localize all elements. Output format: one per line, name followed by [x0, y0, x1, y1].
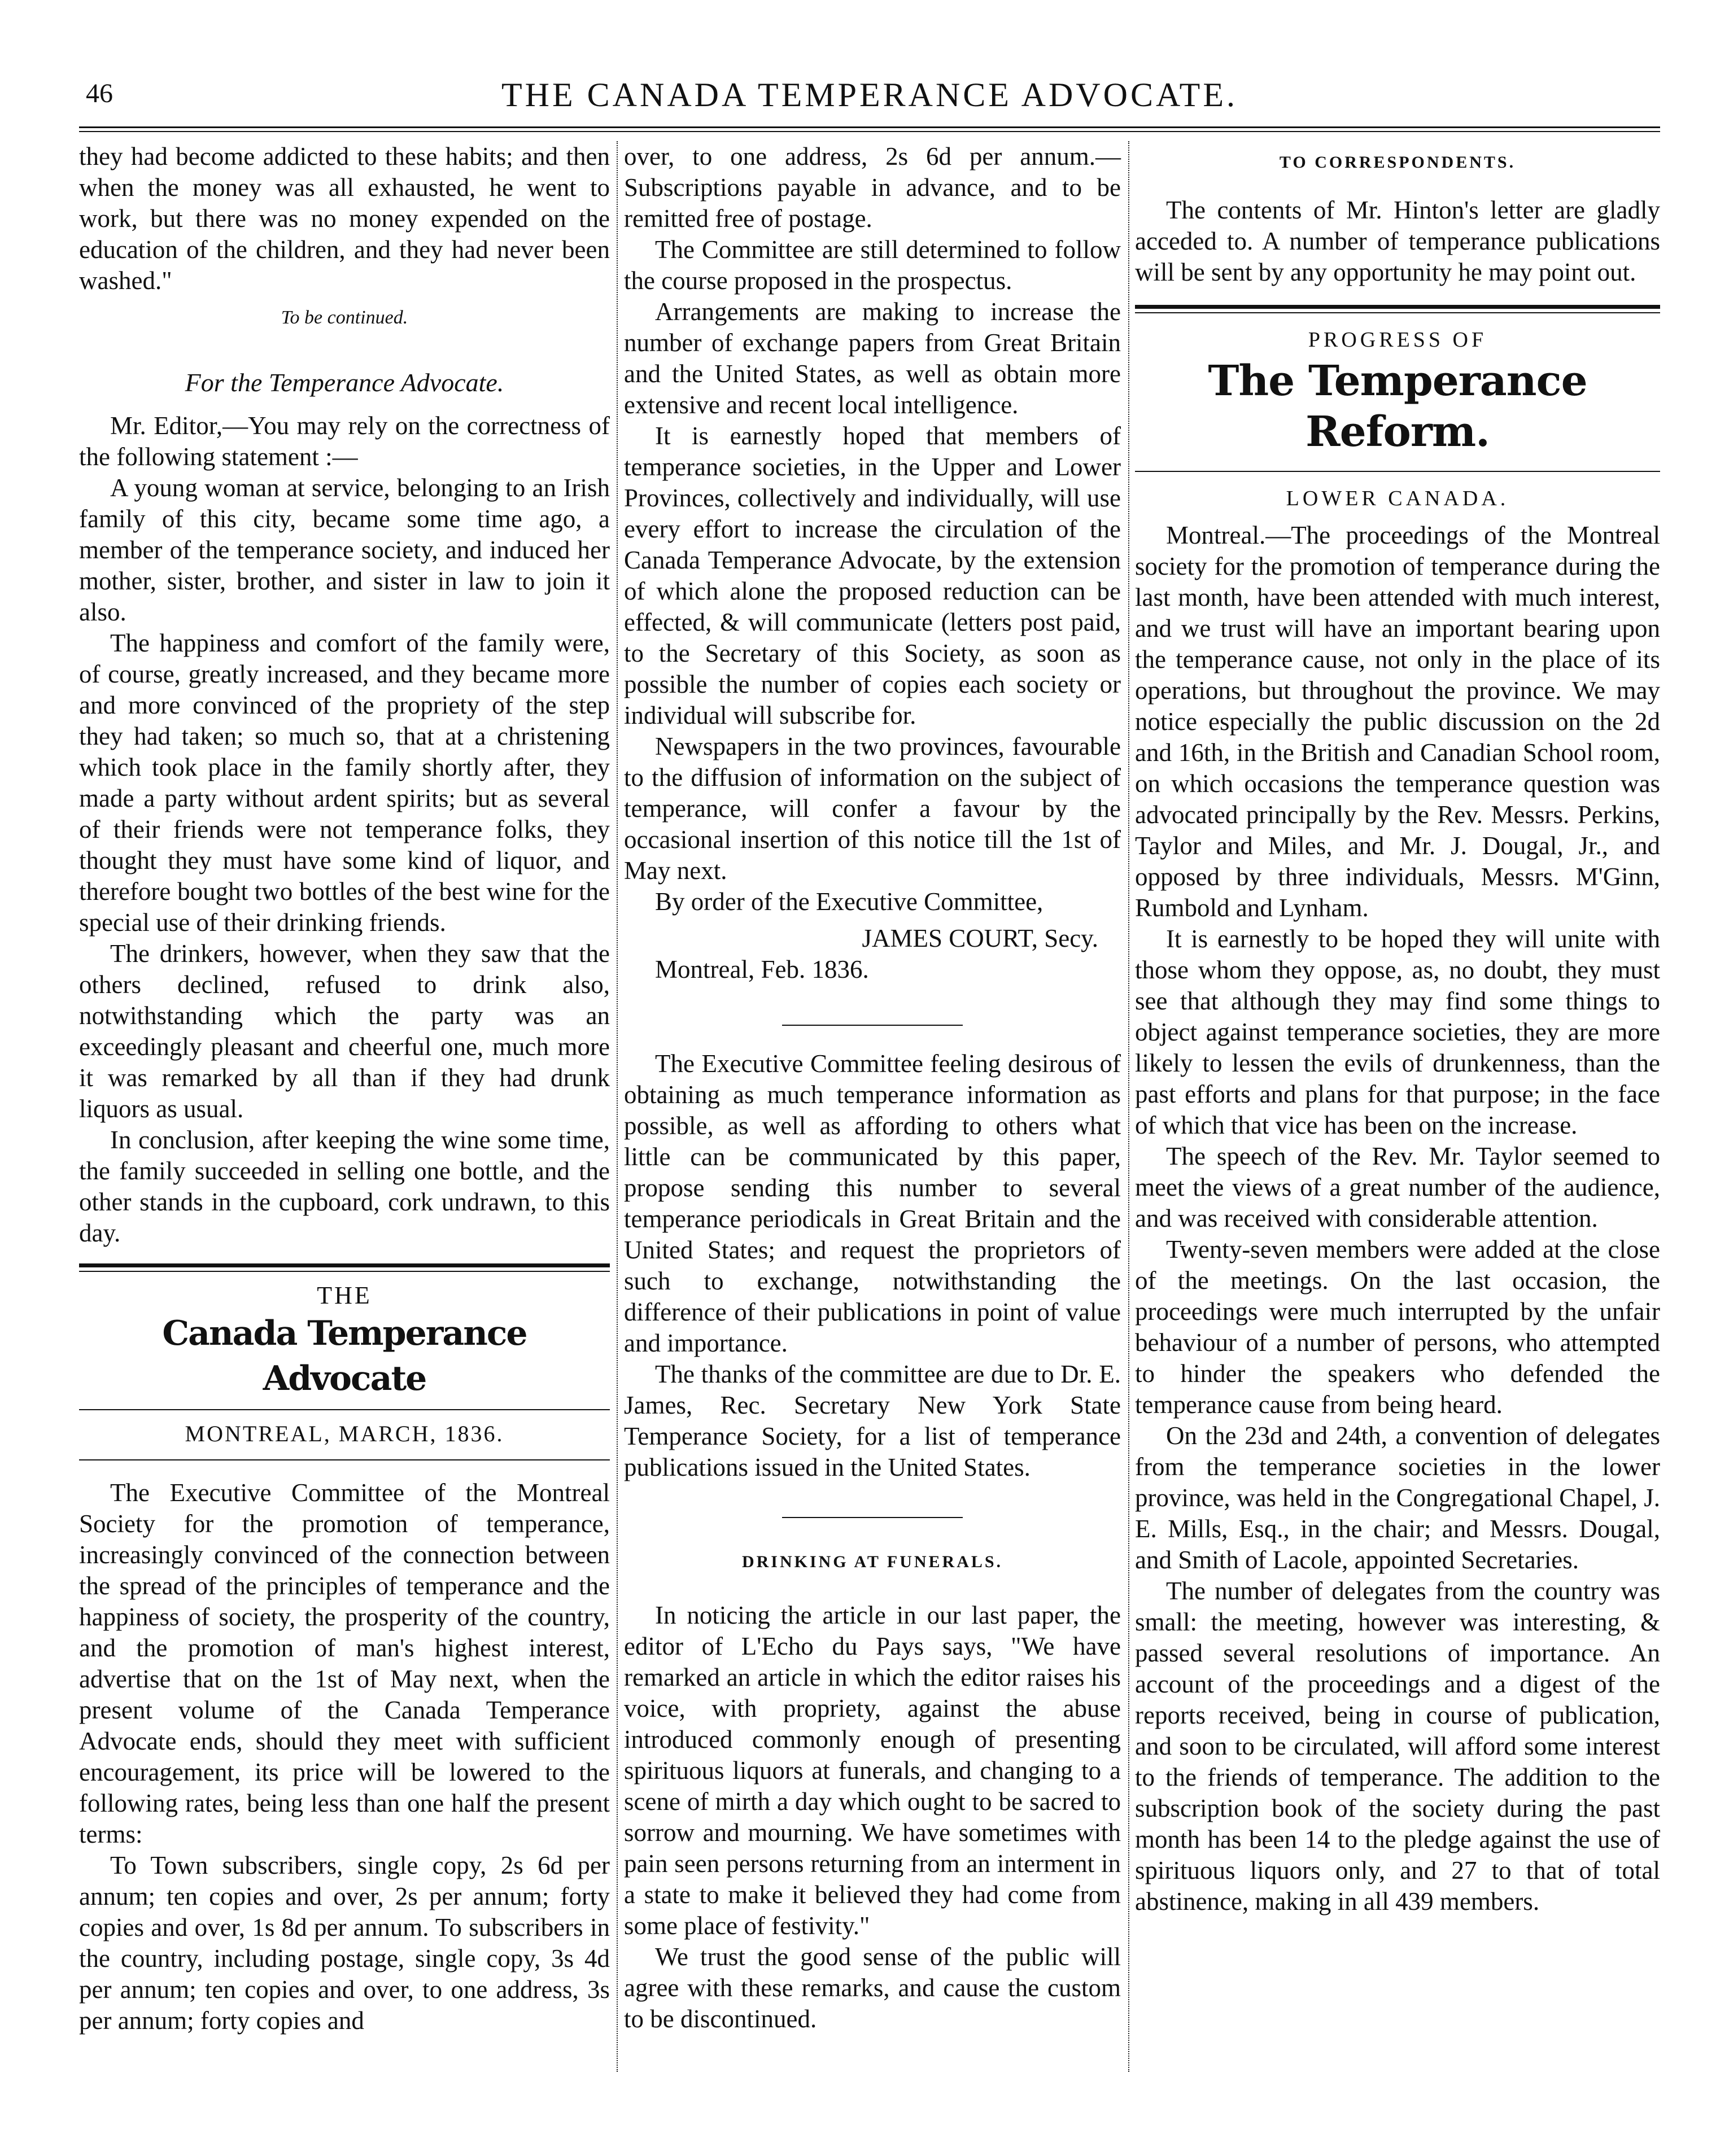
notice-rates-continued: over, to one address, 2s 6d per annum.—Subscriptions payable in advance, and to be remitted free of postage. [624, 142, 1121, 233]
correspondents-paragraph: The contents of Mr. Hinton's letter are gladly acceded to. A number of temperance publications will be sent by any opportunity he may point out. [1135, 196, 1660, 286]
letter-heading: For the Temperance Advocate. [185, 368, 504, 397]
notice-paragraph: The Executive Committee of the Montreal Society for the promotion of temperance, increasingly convinced of the connection between the spread of the principles of temperance and the happiness of society, the prosperity of the country, and the promotion of man's highest interest, advertise that on the 1st of May next, when the present volume of the Canada Temperance Advocate ends, should they meet with sufficient encouragement, its price will be lowered to the following rates, being less than one half the present terms: [79, 1479, 610, 1848]
report-paragraph: The number of delegates from the country was small: the meeting, however was interesting, & passed several resolutions of importance. An account of the proceedings and a digest of the reports received, being in course of publication, and soon to be circulated, will afford some interest to the friends of temperance. The addition to the subscription book of the society during the past month has been 14 to the pledge against the use of spirituous liquors only, and 27 to that of total abstinence, making in all 439 members. [1135, 1577, 1660, 1916]
correspondents-heading: TO CORRESPONDENTS. [1279, 153, 1516, 172]
report-paragraph: Montreal.—The proceedings of the Montreal society for the promotion of temperance during the last month, have been attended with much interest, and we trust will have an important bearing upon the temperance cause, not only in the place of its operations, but throughout the province. We may notice especially the public discussion on the 2d and 16th, in the British and Canadian School room, on which occasions the temperance question was advocated principally by the Rev. Messrs. Perkins, Taylor and Miles, and Mr. J. Dougal, Jr., and opposed by three individuals, Messrs. M'Ginn, Rumbold and Lynham. [1135, 521, 1660, 922]
running-title: THE CANADA TEMPERANCE ADVOCATE. [501, 76, 1238, 113]
exchange-paragraph: The Executive Committee feeling desirous of obtaining as much temperance information as possible, as well as affording to others what little can be communicated by this paper, propose sending this number to several temperance periodicals in Great Britain and the United States; and request the proprietors of such to exchange, notwithstanding the difference of their publications in point of value and importance. [624, 1049, 1121, 1357]
progress-heading: PROGRESS OF [1308, 328, 1487, 352]
letter-paragraph: The drinkers, however, when they saw that the others declined, refused to drink also, notwithstanding which the party was an exceedingly pleasant and cheerful one, much more it was remarked by all than if they had drunk liquors as usual. [79, 939, 610, 1123]
section-rule [79, 1263, 610, 1267]
thanks-paragraph: The thanks of the committee are due to Dr. E. James, Rec. Secretary New York State Temperance Society, for a list of temperance publications issued in the United States. [624, 1360, 1121, 1481]
masthead-dateline: MONTREAL, MARCH, 1836. [185, 1421, 504, 1446]
article-continuation-text: they had become addicted to these habits; and then when the money was all exhausted, he went to work, but there was no money expended on the education of the children, and they had never been washed." [79, 142, 610, 295]
separator-rule [782, 1517, 963, 1518]
letter-paragraph: A young woman at service, belonging to an Irish family of this city, became some time ago, a member of the temperance society, and induced her mother, sister, brother, and sister in law to join it also. [79, 474, 610, 626]
region-heading: LOWER CANADA. [1286, 487, 1509, 510]
section-rule [1135, 305, 1660, 309]
funerals-paragraph: In noticing the article in our last paper, the editor of L'Echo du Pays says, "We have remarked an article in which the editor raises his voice, with propriety, against the abuse introduced commonly enough of presenting spirituous liquors at funerals, and changing to a scene of mirth a day which ought to be sacred to sorrow and mourning. We have sometimes with pain seen persons returning from an interment in a state to make it believed they had come from some place of festivity." [624, 1601, 1121, 1940]
page-number: 46 [86, 78, 113, 108]
column-divider-2 [1128, 141, 1129, 2072]
column-2 [624, 141, 1121, 2035]
report-paragraph: Twenty-seven members were added at the close of the meetings. On the last occasion, the proceedings were much interrupted by the unfair behaviour of a number of persons, who attempted to hinder the speakers who defended the temperance cause from being heard. [1135, 1235, 1660, 1419]
masthead-the: THE [317, 1282, 372, 1309]
notice-place-date: Montreal, Feb. 1836. [655, 955, 869, 983]
letter-paragraph: The happiness and comfort of the family were, of course, greatly increased, and they became more and more convinced of the propriety of the step they had taken; so much so, that at a christening which took place in the family shortly after, they made a party without ardent spirits; but as several of their friends were not temperance folks, they thought they must have some kind of liquor, and therefore bought two bottles of the best wine for the special use of their drinking friends. [79, 629, 610, 937]
to-be-continued-note: To be continued. [281, 307, 408, 328]
report-paragraph: It is earnestly to be hoped they will unite with those whom they oppose, as, no doubt, they must see that although they may find some things to object against temperance societies, they are more likely to lessen the evils of drunkenness, than the past efforts and plans for that purpose; in the face of which that vice has been on the increase. [1135, 925, 1660, 1139]
header-rule-double [79, 131, 1660, 132]
reform-rule [1135, 471, 1660, 472]
notice-paragraph: Newspapers in the two provinces, favourable to the diffusion of information on the subject of temperance, will confer a favour by the occasional insertion of this notice till the 1st of May next. [624, 732, 1121, 885]
header-rule [79, 126, 1660, 128]
letter-salutation: Mr. Editor,—You may rely on the correctness of the following statement :— [79, 412, 610, 471]
report-paragraph: On the 23d and 24th, a convention of delegates from the temperance societies in the lower province, was held in the Congregational Chapel, J. E. Mills, Esq., in the chair; and Messrs. Dougal, and Smith of Lacole, appointed Secretaries. [1135, 1422, 1660, 1574]
section-rule-thin [1135, 312, 1660, 313]
letter-paragraph: In conclusion, after keeping the wine some time, the family succeeded in selling one bottle, and the other stands in the cupboard, cork undrawn, to this day. [79, 1126, 610, 1247]
notice-signature: JAMES COURT, Secy. [862, 924, 1098, 952]
running-head [79, 68, 1660, 135]
column-divider-1 [617, 141, 618, 2072]
column-3 [1135, 141, 1660, 1917]
column-1 [79, 141, 610, 2036]
notice-rates-paragraph: To Town subscribers, single copy, 2s 6d per annum; ten copies and over, 2s per annum; forty copies and over, 1s 8d per annum. To subscribers in the country, including postage, single copy, 3s 4d per annum; ten copies and over, to one address, 3s per annum; forty copies and [79, 1851, 610, 2035]
masthead-rule-bottom [79, 1459, 610, 1460]
notice-paragraph: The Committee are still determined to follow the course proposed in the prospectus. [624, 235, 1121, 295]
report-paragraph: The speech of the Rev. Mr. Taylor seemed to meet the views of a great number of the audience, and was received with considerable attention. [1135, 1142, 1660, 1232]
masthead-title: Canada Temperance Advocate [162, 1314, 527, 1398]
notice-paragraph: Arrangements are making to increase the number of exchange papers from Great Britain and the United States, as well as obtain more extensive and recent local intelligence. [624, 298, 1121, 419]
separator-rule [782, 1025, 963, 1026]
notice-closing: By order of the Executive Committee, [655, 887, 1043, 916]
funerals-paragraph: We trust the good sense of the public will agree with these remarks, and cause the custom to be discontinued. [624, 1943, 1121, 2033]
section-rule-thin [79, 1271, 610, 1272]
notice-paragraph: It is earnestly hoped that members of temperance societies, in the Upper and Lower Provinces, collectively and individually, will use every effort to increase the circulation of the Canada Temperance Advocate, by the extension of which alone the proposed reduction can be effected, & will communicate (letters post paid, to the Secretary of this Society, as soon as possible the number of copies each society or individual will subscribe for. [624, 422, 1121, 729]
funerals-heading: DRINKING AT FUNERALS. [741, 1553, 1003, 1571]
masthead-rule [79, 1409, 610, 1410]
reform-heading: The Temperance Reform. [1208, 357, 1587, 456]
